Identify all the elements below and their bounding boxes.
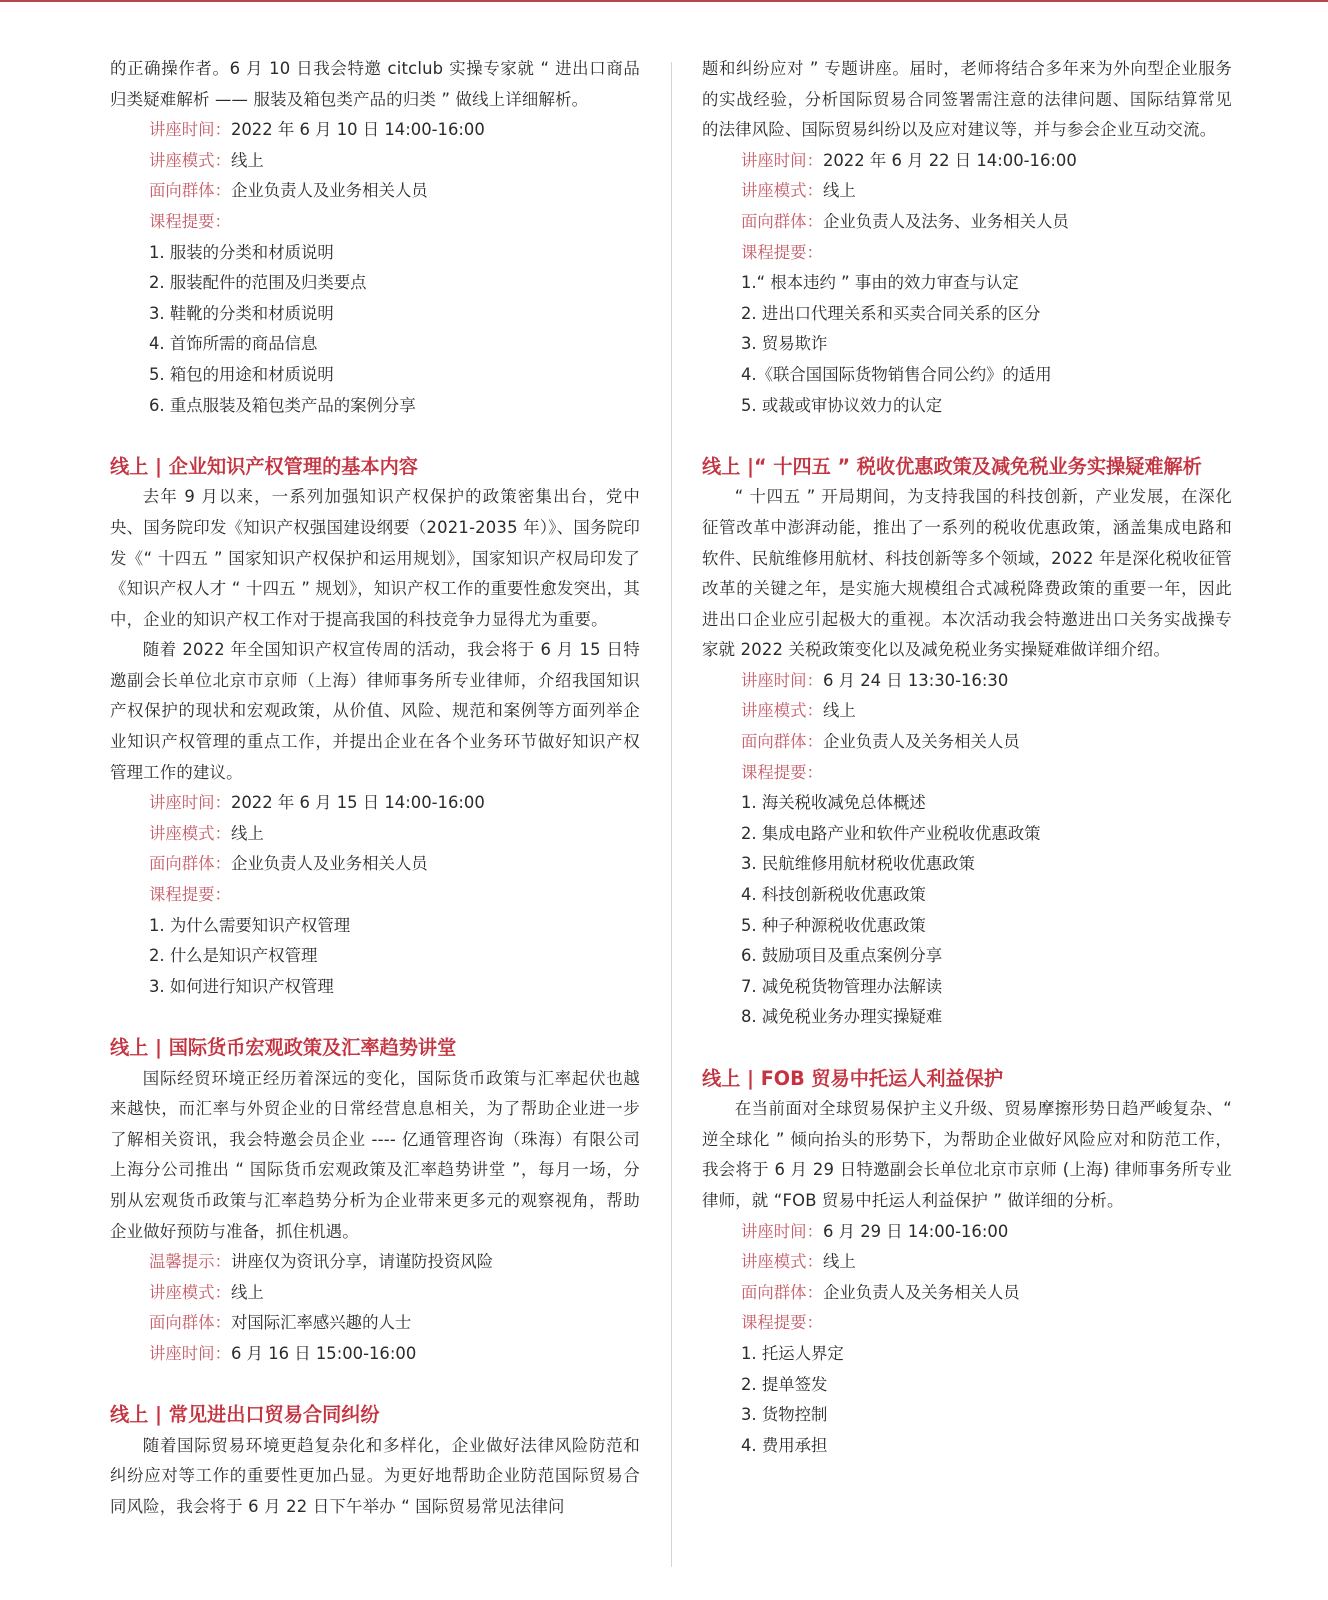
field-label: 讲座时间	[741, 670, 807, 690]
section-title: 线上 | 企业知识产权管理的基本内容	[110, 454, 418, 478]
field-value: 6 月 29 日 14:00-16:00	[822, 1221, 1009, 1241]
outline-item: 2. 进出口代理关系和买卖合同关系的区分	[741, 303, 1041, 323]
field-value: 线上	[822, 701, 856, 721]
field-label: 讲座时间	[149, 120, 215, 140]
field-label: 讲座时间	[149, 793, 215, 813]
outline-item: 3. 民航维修用航材税收优惠政策	[741, 854, 975, 874]
column-divider	[671, 62, 672, 1567]
field-label: 面向群体	[149, 1313, 215, 1333]
field-value: 线上	[230, 150, 264, 170]
lecture1-fields	[110, 115, 640, 207]
lecture-field: 讲座时间：6 月 24 日 13:30-16:30	[741, 670, 1009, 690]
right-column	[702, 54, 1232, 1461]
outline-item: 3. 如何进行知识产权管理	[149, 976, 334, 996]
lecture-field: 讲座模式：线上	[741, 701, 856, 721]
field-value: 企业负责人及关务相关人员	[822, 732, 1020, 752]
lecture-field: 讲座时间：6 月 29 日 14:00-16:00	[741, 1221, 1009, 1241]
outline-item: 5. 或裁或审协议效力的认定	[741, 395, 943, 415]
field-value: 讲座仅为资讯分享，请谨防投资风险	[230, 1252, 494, 1272]
outline-item: 6. 重点服装及箱包类产品的案例分享	[149, 395, 416, 415]
field-value: 2022 年 6 月 10 日 14:00-16:00	[230, 120, 485, 140]
lecture-field: 讲座时间：2022 年 6 月 10 日 14:00-16:00	[149, 120, 485, 140]
field-value: 企业负责人及法务、业务相关人员	[822, 211, 1069, 231]
outline-item: 4.《联合国国际货物销售合同公约》的适用	[741, 364, 1052, 384]
field-label: 讲座模式	[149, 1282, 215, 1302]
lecture-field: 面向群体：企业负责人及关务相关人员	[741, 1282, 1020, 1302]
lecture-field: 面向群体：企业负责人及业务相关人员	[149, 181, 428, 201]
outline-item: 3. 货物控制	[741, 1405, 828, 1425]
section-paragraph: 随着国际贸易环境更趋复杂化和多样化，企业做好法律风险防范和纠纷应对等工作的重要性更加凸显。为更好地帮助企业防范国际贸易合同风险，我会将于 6 月 22 日下午举办 “ 国际贸易常见法律问	[110, 1435, 640, 1516]
field-value: 企业负责人及关务相关人员	[822, 1282, 1020, 1302]
field-label: 讲座时间	[149, 1343, 215, 1363]
field-value: 对国际汇率感兴趣的人士	[230, 1313, 412, 1333]
lecture-field: 面向群体：企业负责人及关务相关人员	[741, 732, 1020, 752]
outline-title: 课程提要：	[741, 1313, 823, 1333]
outline-item: 6. 鼓励项目及重点案例分享	[741, 946, 943, 966]
field-value: 企业负责人及业务相关人员	[230, 854, 428, 874]
outline-item: 2. 服装配件的范围及归类要点	[149, 273, 367, 293]
field-label: 面向群体	[741, 211, 807, 231]
field-value: 企业负责人及业务相关人员	[230, 181, 428, 201]
field-label: 面向群体	[149, 854, 215, 874]
lecture-field: 讲座时间：2022 年 6 月 15 日 14:00-16:00	[149, 793, 485, 813]
field-value: 线上	[230, 823, 264, 843]
outline-item: 3. 贸易欺诈	[741, 334, 828, 354]
lecture-field: 面向群体：对国际汇率感兴趣的人士	[149, 1313, 412, 1333]
section-title: 线上 |“ 十四五 ” 税收优惠政策及减免税业务实操疑难解析	[702, 454, 1202, 478]
section-title: 线上 | 国际货币宏观政策及汇率趋势讲堂	[110, 1036, 457, 1059]
top-rule	[0, 0, 1328, 2]
left-intro-paragraph: 的正确操作者。6 月 10 日我会特邀 citclub 实操专家就 “ 进出口商品归类疑难解析 —— 服装及箱包类产品的归类 ” 做线上详细解析。	[110, 59, 640, 109]
outline-item: 4. 费用承担	[741, 1435, 828, 1455]
field-label: 讲座模式	[741, 1252, 807, 1272]
field-value: 2022 年 6 月 15 日 14:00-16:00	[230, 793, 485, 813]
field-label: 讲座时间	[741, 150, 807, 170]
field-label: 讲座模式	[741, 181, 807, 201]
field-value: 线上	[822, 1252, 856, 1272]
outline-item: 1. 托运人界定	[741, 1343, 844, 1363]
outline-item: 2. 什么是知识产权管理	[149, 946, 318, 966]
field-value: 线上	[822, 181, 856, 201]
field-label: 讲座模式	[741, 701, 807, 721]
outline-item: 1.“ 根本违约 ” 事由的效力审查与认定	[741, 273, 1019, 293]
field-value: 2022 年 6 月 22 日 14:00-16:00	[822, 150, 1077, 170]
outline-item: 4. 首饰所需的商品信息	[149, 334, 318, 354]
left-column	[110, 54, 640, 1523]
outline-item: 1. 服装的分类和材质说明	[149, 242, 334, 262]
lecture-field: 讲座模式：线上	[149, 1282, 264, 1302]
outline-item: 2. 集成电路产业和软件产业税收优惠政策	[741, 823, 1041, 843]
outline-title: 课程提要：	[149, 885, 231, 905]
outline-item: 5. 种子种源税收优惠政策	[741, 915, 926, 935]
field-label: 讲座模式	[149, 823, 215, 843]
section-paragraph: “ 十四五 ” 开局期间，为支持我国的科技创新，产业发展，在深化征管改革中澎湃动能，推出了一系列的税收优惠政策，涵盖集成电路和软件、民航维修用航材、科技创新等多个领域，2022 年是深化税收征管改革的关键之年，是实施大规模组合式减税降费政策的重要一年，因此进出口企业应引起极大的重视。本次活动我会特邀进出口关务实战操专家就 2022 关税政策变化以及减免税业务实操疑难做详细介绍。	[702, 487, 1232, 660]
field-value: 线上	[230, 1282, 264, 1302]
field-label: 讲座模式	[149, 150, 215, 170]
outline-item: 1. 海关税收减免总体概述	[741, 793, 926, 813]
lecture-field: 面向群体：企业负责人及业务相关人员	[149, 854, 428, 874]
outline-title: 课程提要：	[741, 762, 823, 782]
section-title: 线上 | FOB 贸易中托运人利益保护	[702, 1066, 1004, 1090]
outline-title: 课程提要：	[149, 211, 231, 231]
lecture-field: 讲座时间：2022 年 6 月 22 日 14:00-16:00	[741, 150, 1077, 170]
right-intro-paragraph: 题和纠纷应对 ” 专题讲座。届时，老师将结合多年来为外向型企业服务的实战经验，分析国际贸易合同签署需注意的法律问题、国际结算常见的法律风险、国际贸易纠纷以及应对建议等，并与参会企业互动交流。	[702, 59, 1232, 140]
section-paragraph: 国际经贸环境正经历着深远的变化，国际货币政策与汇率起伏也越来越快，而汇率与外贸企业的日常经营息息相关，为了帮助企业进一步了解相关资讯，我会特邀会员企业 ---- 亿通管理咨询（珠海）有限公司上海分公司推出 “ 国际货币宏观政策及汇率趋势讲堂 ”，每月一场，分别从宏观货币政策与汇率趋势分析为企业带来更多元的观察视角，帮助企业做好预防与准备，抓住机遇。	[110, 1068, 640, 1241]
section-paragraph: 随着 2022 年全国知识产权宣传周的活动，我会将于 6 月 15 日特邀副会长单位北京市京师（上海）律师事务所专业律师，介绍我国知识产权保护的现状和宏观政策，从价值、风险、规范和案例等方面列举企业知识产权管理的重点工作，并提出企业在各个业务环节做好知识产权管理工作的建议。	[110, 640, 640, 782]
field-value: 6 月 16 日 15:00-16:00	[230, 1343, 417, 1363]
lecture-field: 讲座模式：线上	[741, 181, 856, 201]
field-label: 面向群体	[149, 181, 215, 201]
lecture-field: 讲座模式：线上	[149, 150, 264, 170]
outline-item: 2. 提单签发	[741, 1374, 828, 1394]
field-label: 讲座时间	[741, 1221, 807, 1241]
section-title: 线上 | 常见进出口贸易合同纠纷	[110, 1403, 380, 1427]
outline-item: 5. 箱包的用途和材质说明	[149, 364, 334, 384]
outline-item: 4. 科技创新税收优惠政策	[741, 885, 926, 905]
lecture-field: 讲座模式：线上	[741, 1252, 856, 1272]
outline-item: 1. 为什么需要知识产权管理	[149, 915, 351, 935]
field-value: 6 月 24 日 13:30-16:30	[822, 670, 1009, 690]
field-label: 面向群体	[741, 1282, 807, 1302]
lecture-field: 讲座时间：6 月 16 日 15:00-16:00	[149, 1343, 417, 1363]
section-paragraph: 去年 9 月以来，一系列加强知识产权保护的政策密集出台，党中央、国务院印发《知识产权强国建设纲要（2021-2035 年）》、国务院印发《“ 十四五 ” 国家知识产权保护和运用规划》，国家知识产权局印发了《知识产权人才 “ 十四五 ” 规划》，知识产权工作的重要性愈发突出，其中，企业的知识产权工作对于提高我国的科技竞争力显得尤为重要。	[110, 487, 640, 629]
outline-title: 课程提要：	[741, 242, 823, 262]
lecture-field: 讲座模式：线上	[149, 823, 264, 843]
field-label: 温馨提示	[149, 1252, 215, 1272]
lecture-field: 面向群体：企业负责人及法务、业务相关人员	[741, 211, 1069, 231]
outline-item: 7. 减免税货物管理办法解读	[741, 976, 943, 996]
outline-item: 3. 鞋靴的分类和材质说明	[149, 303, 334, 323]
lecture-field: 温馨提示：讲座仅为资讯分享，请谨防投资风险	[149, 1252, 494, 1272]
section-paragraph: 在当前面对全球贸易保护主义升级、贸易摩擦形势日趋严峻复杂、“ 逆全球化 ” 倾向抬头的形势下，为帮助企业做好风险应对和防范工作，我会将于 6 月 29 日特邀副会长单位北京市京师 (上海) 律师事务所专业律师，就 “FOB 贸易中托运人利益保护 ” 做详细的分析。	[702, 1099, 1232, 1210]
outline-item: 8. 减免税业务办理实操疑难	[741, 1007, 943, 1027]
field-label: 面向群体	[741, 732, 807, 752]
